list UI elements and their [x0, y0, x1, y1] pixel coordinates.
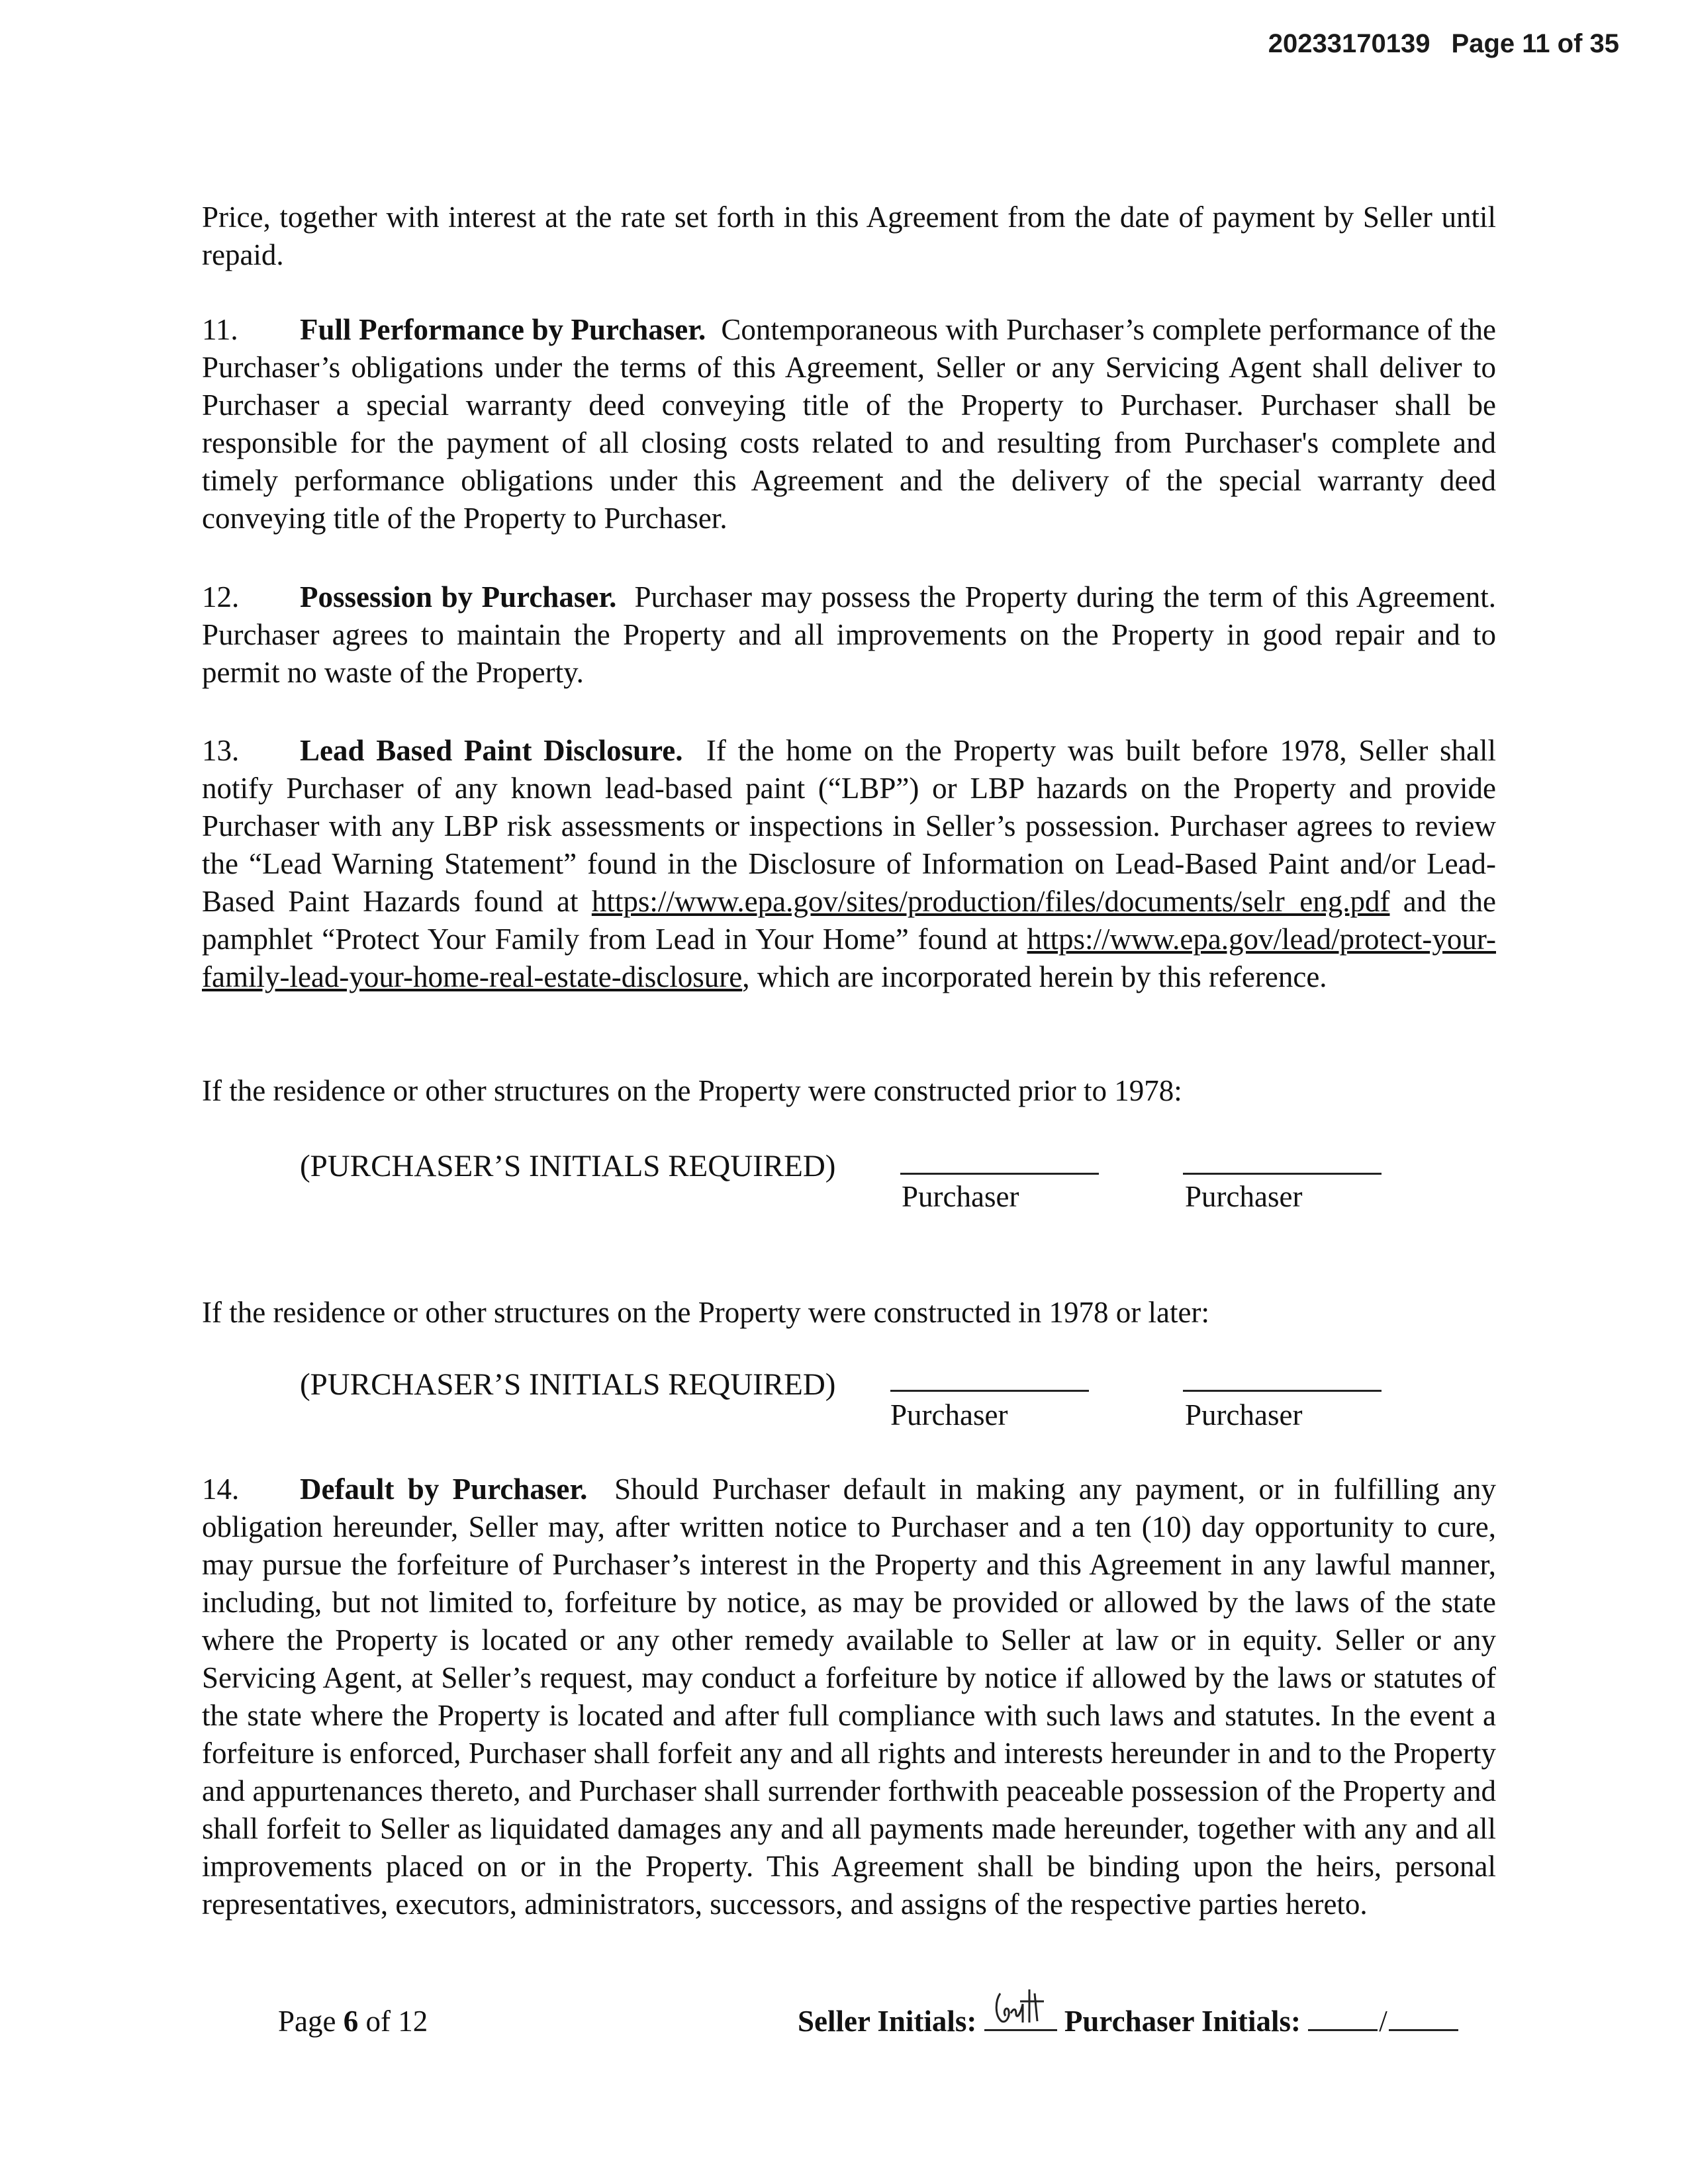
initials-required-label: (PURCHASER’S INITIALS REQUIRED): [300, 1149, 836, 1183]
section-14-paragraph: [202, 1471, 1496, 1923]
section-text: Should Purchaser default in making any payment, or in fulfilling any obligation hereunder, Seller may, after written notice to Purchaser and a ten (10) day opportunity to cure, may pursue the forfeiture of Purchaser’s interest in the Property and this Agreement in any lawful manner, including, but not limited to, forfeiture by notice, as may be provided or allowed by the laws of the state where the Property is located or any other remedy available to Seller at law or in equity. Seller or any Servicing Agent, at Seller’s request, may conduct a forfeiture by notice if allowed by the laws or statutes of the state where the Property is located and after full compliance with such laws and statutes. In the event a forfeiture is enforced, Purchaser shall forfeit any and all rights and interests hereunder in and to the Property and appurtenances thereto, and Purchaser shall surrender forthwith peaceable possession of the Property and shall forfeit to Seller as liquidated damages any and all payments made hereunder, together with any and all improvements placed on or in the Property. This Agreement shall be binding upon the heirs, personal representatives, executors, administrators, successors, and assigns of the respective parties hereto.: [202, 1473, 1497, 1921]
section-13-paragraph: [202, 732, 1496, 996]
initials-separator: /: [1379, 2005, 1387, 2038]
epa-disclosure-link[interactable]: https://www.epa.gov/sites/production/files/documents/selr_eng.pdf: [591, 885, 1390, 918]
post-1978-statement: If the residence or other structures on the Property were constructed in 1978 or later:: [202, 1296, 1209, 1329]
page-header: [1268, 29, 1619, 59]
section-heading: Lead Based Paint Disclosure.: [300, 734, 683, 767]
section-12-paragraph: [202, 578, 1496, 692]
purchaser-initial-line[interactable]: [1183, 1390, 1382, 1392]
purchaser-label: Purchaser: [1185, 1180, 1303, 1213]
purchaser-label: Purchaser: [902, 1180, 1019, 1213]
initials-footer: [798, 1999, 1458, 2038]
section-text: If the home on the Property was built before 1978, Seller shall notify Purchaser of any known lead-based paint (“LBP”) or LBP hazards on the Property and provide Purchaser with any LBP risk assessments or inspections in Seller’s possession. Purchaser agrees to review the “Lead Warning Statement” found in the Disclosure of Information on Lead-Based Paint and/or Lead-Based Paint Hazards found at: [202, 734, 1496, 918]
purchaser-label: Purchaser: [890, 1398, 1008, 1432]
initials-required-label: (PURCHASER’S INITIALS REQUIRED): [300, 1367, 836, 1402]
section-number: 11.: [202, 313, 238, 346]
section-number: 14.: [202, 1473, 240, 1506]
section-heading: Full Performance by Purchaser.: [300, 313, 706, 346]
page-word: Page: [278, 2005, 336, 2038]
purchaser-initials-field-1[interactable]: [1308, 1999, 1378, 2031]
purchaser-initial-line[interactable]: [890, 1390, 1089, 1392]
section-heading: Default by Purchaser.: [300, 1473, 588, 1506]
purchaser-initial-line[interactable]: [900, 1173, 1099, 1175]
section-number: 13.: [202, 734, 240, 767]
section-text: Contemporaneous with Purchaser’s complete performance of the Purchaser’s obligations under the terms of this Agreement, Seller or any Servicing Agent shall deliver to Purchaser a special warranty deed conveying title of the Property to Purchaser. Purchaser shall be responsible for the payment of all closing costs related to and resulting from Purchaser's complete and timely performance obligations under this Agreement and the delivery of the special warranty deed conveying title of the Property to Purchaser.: [202, 313, 1497, 535]
section-heading: Possession by Purchaser.: [300, 580, 617, 614]
section-number: 12.: [202, 580, 240, 614]
section-text: and the pamphlet “Protect Your Family from Lead in Your Home” found at: [202, 885, 1497, 956]
purchaser-initial-line[interactable]: [1183, 1173, 1382, 1175]
page-total: 12: [398, 2005, 428, 2038]
section-text: , which are incorporated herein by this reference.: [742, 960, 1327, 993]
page-of: of: [365, 2005, 391, 2038]
epa-pamphlet-link[interactable]: https://www.epa.gov/lead/protect-your-family-lead-your-home-real-estate-disclosure: [202, 923, 1496, 993]
page-number: 6: [343, 2005, 359, 2038]
section-text: Purchaser may possess the Property during the term of this Agreement. Purchaser agrees to maintain the Property and all improvements on the Property in good repair and to permit no waste of the Property.: [202, 580, 1497, 689]
overall-page-label: Page 11 of 35: [1451, 29, 1619, 58]
seller-initials-field[interactable]: [984, 1999, 1057, 2031]
purchaser-initials-label: Purchaser Initials:: [1064, 2005, 1301, 2038]
seller-initials-label: Seller Initials:: [798, 2005, 977, 2038]
seller-initials-signature-icon: [991, 1981, 1051, 2034]
page-number-footer: [278, 2004, 428, 2038]
document-number: 20233170139: [1268, 29, 1430, 58]
purchaser-initials-field-2[interactable]: [1389, 1999, 1458, 2031]
purchaser-label: Purchaser: [1185, 1398, 1303, 1432]
pre-1978-statement: If the residence or other structures on the Property were constructed prior to 1978:: [202, 1074, 1182, 1107]
section-11-paragraph: [202, 311, 1496, 537]
continuation-paragraph: Price, together with interest at the rate set forth in this Agreement from the date of payment by Seller until repaid.: [202, 201, 1496, 271]
